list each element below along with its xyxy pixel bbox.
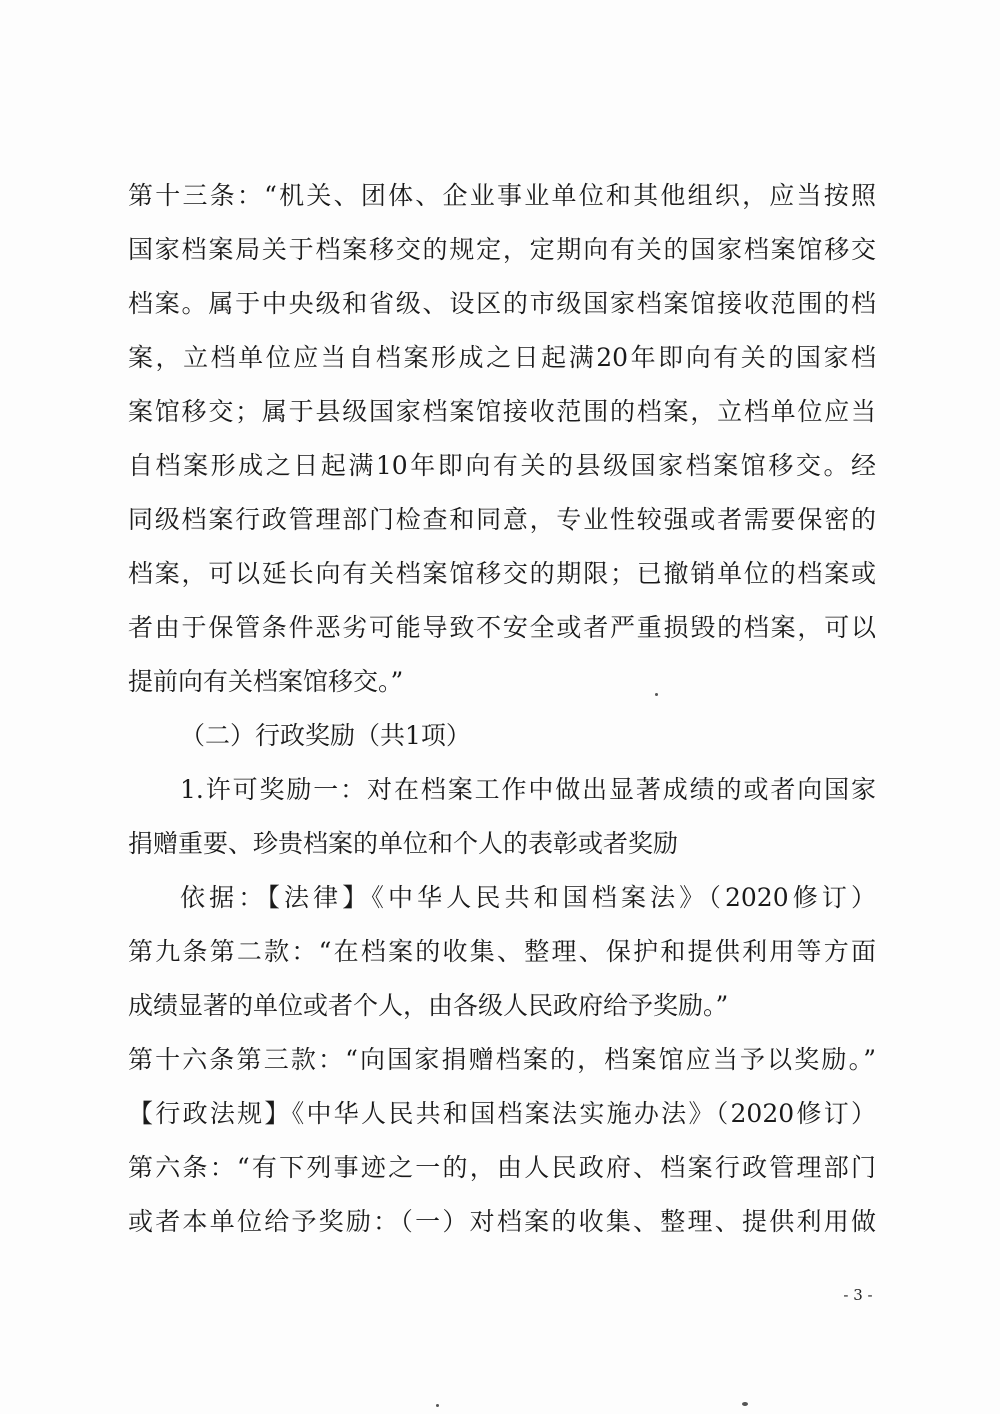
scan-speck (742, 1402, 748, 1406)
text-line: 案馆移交；属于县级国家档案馆接收范围的档案，立档单位应当 (128, 397, 876, 426)
text-line: 第六条：“有下列事迹之一的，由人民政府、档案行政管理部门 (128, 1153, 876, 1182)
text-line: 【行政法规】《中华人民共和国档案法实施办法》（2020修订） (128, 1099, 876, 1128)
text-line: 依据：【法律】《中华人民共和国档案法》（2020修订） (180, 883, 876, 912)
section-heading: （二）行政奖励（共1项） (180, 721, 471, 750)
text-line: 第十六条第三款：“向国家捐赠档案的，档案馆应当予以奖励。” (128, 1045, 876, 1074)
text-line: 自档案形成之日起满10年即向有关的县级国家档案馆移交。经 (128, 451, 876, 480)
text-line: 同级档案行政管理部门检查和同意，专业性较强或者需要保密的 (128, 505, 876, 534)
text-line: 1.许可奖励一：对在档案工作中做出显著成绩的或者向国家 (180, 775, 876, 804)
text-line: 者由于保管条件恶劣可能导致不安全或者严重损毁的档案，可以 (128, 613, 876, 642)
text-line: 案，立档单位应当自档案形成之日起满20年即向有关的国家档 (128, 343, 876, 372)
text-line: 成绩显著的单位或者个人，由各级人民政府给予奖励。” (128, 991, 729, 1020)
text-line: 捐赠重要、珍贵档案的单位和个人的表彰或者奖励 (128, 829, 679, 858)
page-number: - 3 - (843, 1286, 873, 1304)
text-line: 提前向有关档案馆移交。” (128, 667, 404, 696)
text-line: 档案，可以延长向有关档案馆移交的期限；已撤销单位的档案或 (128, 559, 876, 588)
scan-speck (436, 1404, 439, 1407)
text-line: 国家档案局关于档案移交的规定，定期向有关的国家档案馆移交 (128, 235, 876, 264)
text-line: 第九条第二款：“在档案的收集、整理、保护和提供利用等方面 (128, 937, 876, 966)
text-line: 档案。属于中央级和省级、设区的市级国家档案馆接收范围的档 (128, 289, 876, 318)
text-line: 第十三条：“机关、团体、企业事业单位和其他组织，应当按照 (128, 181, 876, 210)
text-line: 或者本单位给予奖励：（一）对档案的收集、整理、提供利用做 (128, 1207, 876, 1236)
scan-speck (655, 693, 658, 696)
